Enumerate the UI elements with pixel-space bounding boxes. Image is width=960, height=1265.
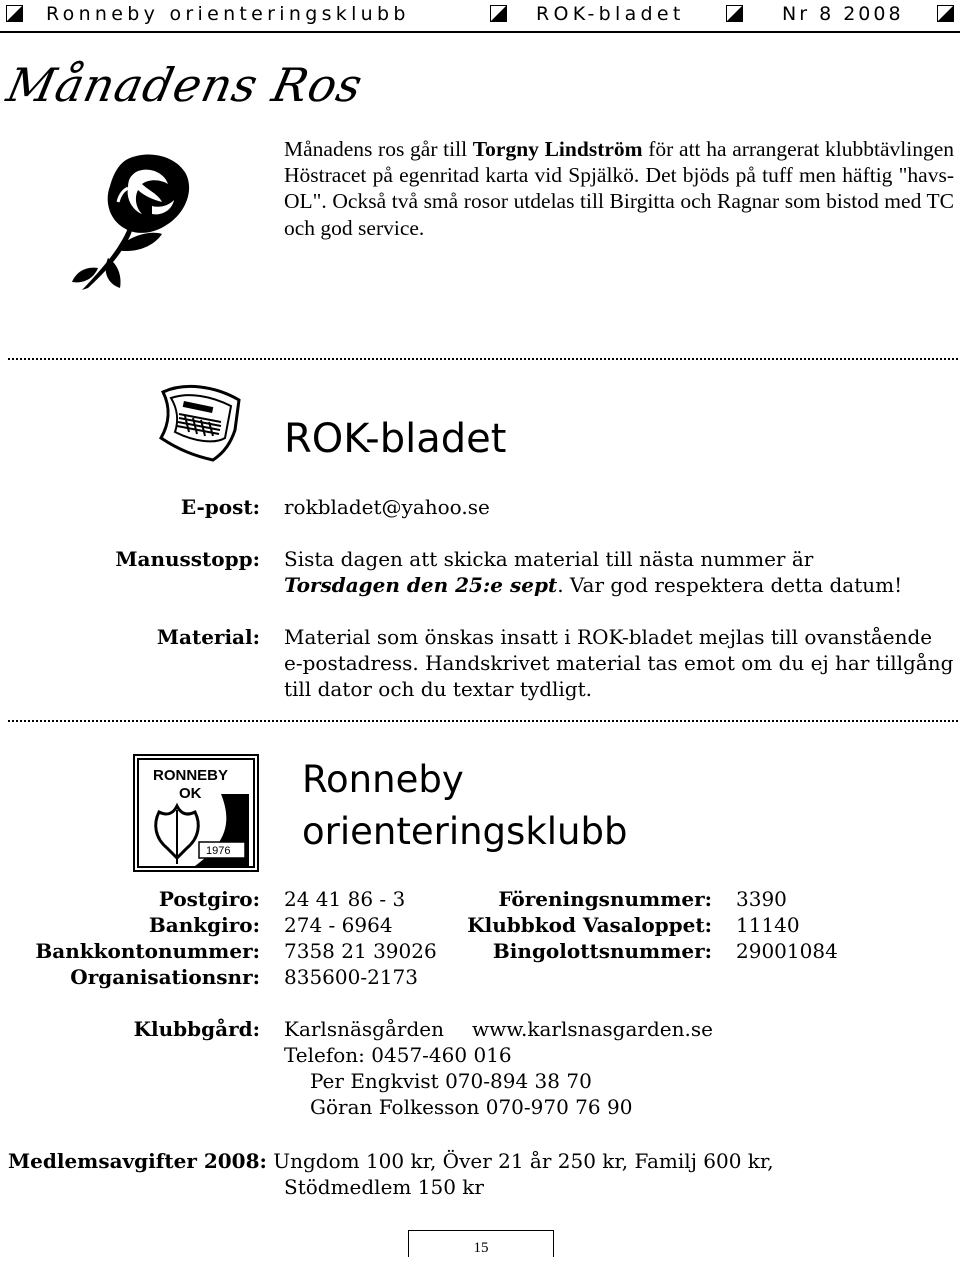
header-marker-icon [6, 5, 23, 22]
header-club-name: Ronneby orienteringsklubb [46, 3, 410, 25]
postgiro-value: 24 41 86 - 3 [284, 887, 406, 911]
klubbkod-label: Klubbkod Vasaloppet: [467, 913, 712, 937]
page-header [0, 0, 960, 30]
header-marker-icon [490, 5, 507, 22]
fees-line1: Ungdom 100 kr, Över 21 år 250 kr, Familj 600 kr, [266, 1149, 774, 1173]
fees-line2: Stödmedlem 150 kr [284, 1175, 484, 1199]
klubbgard-telefon: Telefon: 0457-460 016 [284, 1043, 512, 1067]
manusstopp-date: Torsdagen den 25:e sept [284, 573, 558, 597]
bingolott-value: 29001084 [736, 939, 838, 963]
header-publication: ROK-bladet [536, 3, 685, 25]
klubbkod-value: 11140 [736, 913, 800, 937]
club-logo [133, 754, 259, 872]
rose-text [284, 136, 954, 241]
club-title-line1: Ronneby [302, 758, 464, 801]
section-divider [8, 720, 958, 722]
section-divider [8, 358, 958, 360]
orgnr-value: 835600-2173 [284, 965, 419, 989]
foreningsnummer-label: Föreningsnummer: [498, 887, 712, 911]
rose-text-before: Månadens ros går till [284, 137, 473, 161]
club-logo-year: 1976 [206, 845, 231, 857]
header-issue: Nr 8 2008 [782, 3, 904, 25]
page-number: 15 [408, 1230, 554, 1257]
material-label: Material: [156, 625, 260, 649]
bankgiro-value: 274 - 6964 [284, 913, 393, 937]
orgnr-label: Organisationsnr: [70, 965, 260, 989]
manusstopp-note: . Var god respektera detta datum! [557, 573, 903, 597]
header-rule [0, 31, 960, 33]
manusstopp-line1: Sista dagen att skicka material till nästa nummer är [284, 547, 814, 571]
contact-goran-folkesson: Göran Folkesson 070-970 76 90 [310, 1095, 633, 1119]
club-logo-text: RONNEBY [153, 767, 229, 784]
bingolott-label: Bingolottsnummer: [492, 939, 712, 963]
postgiro-label: Postgiro: [158, 887, 260, 911]
rok-bladet-title: ROK-bladet [284, 416, 507, 462]
bankkonto-value: 7358 21 39026 [284, 939, 437, 963]
manusstopp-line2 [284, 572, 902, 599]
material-line1: Material som önskas insatt i ROK-bladet mejlas till ovanstående [284, 625, 933, 649]
epost-label: E-post: [180, 495, 260, 519]
club-title [302, 754, 627, 858]
rose-recipient: Torgny Lindström [472, 137, 643, 161]
epost-value: rokbladet@yahoo.se [284, 495, 490, 519]
bankkonto-label: Bankkontonummer: [35, 939, 260, 963]
rose-section-title: Månadens Ros [2, 58, 368, 112]
club-title-line2: orienteringsklubb [302, 810, 628, 853]
bankgiro-label: Bankgiro: [148, 913, 260, 937]
contact-per-engkvist: Per Engkvist 070-894 38 70 [310, 1069, 592, 1093]
header-marker-icon [726, 5, 743, 22]
fees-label: Medlemsavgifter 2008: [8, 1149, 267, 1173]
klubbgard-name: Karlsnäsgården [284, 1017, 444, 1041]
membership-fees [8, 1148, 774, 1175]
klubbgard-label: Klubbgård: [133, 1017, 260, 1041]
rose-text-after: för att ha arrangerat klubbtävlingen Höstracet på egenritad karta vid Spjälkö. Det bjöds på tuff men häftig "havs-OL". Också två små rosor utdelas till Birgitta och Ragnar som bistod med TC och god service. [284, 137, 954, 240]
newspaper-icon [155, 380, 247, 464]
material-line3: till dator och du textar tydligt. [284, 677, 592, 701]
material-line2: e-postadress. Handskrivet material tas emot om du ej har tillgång [284, 651, 954, 675]
rose-icon [58, 150, 198, 292]
manusstopp-label: Manusstopp: [115, 547, 260, 571]
club-logo-text: OK [179, 785, 202, 802]
foreningsnummer-value: 3390 [736, 887, 787, 911]
klubbgard-url[interactable]: www.karlsnasgarden.se [472, 1017, 713, 1041]
header-marker-icon [937, 5, 954, 22]
